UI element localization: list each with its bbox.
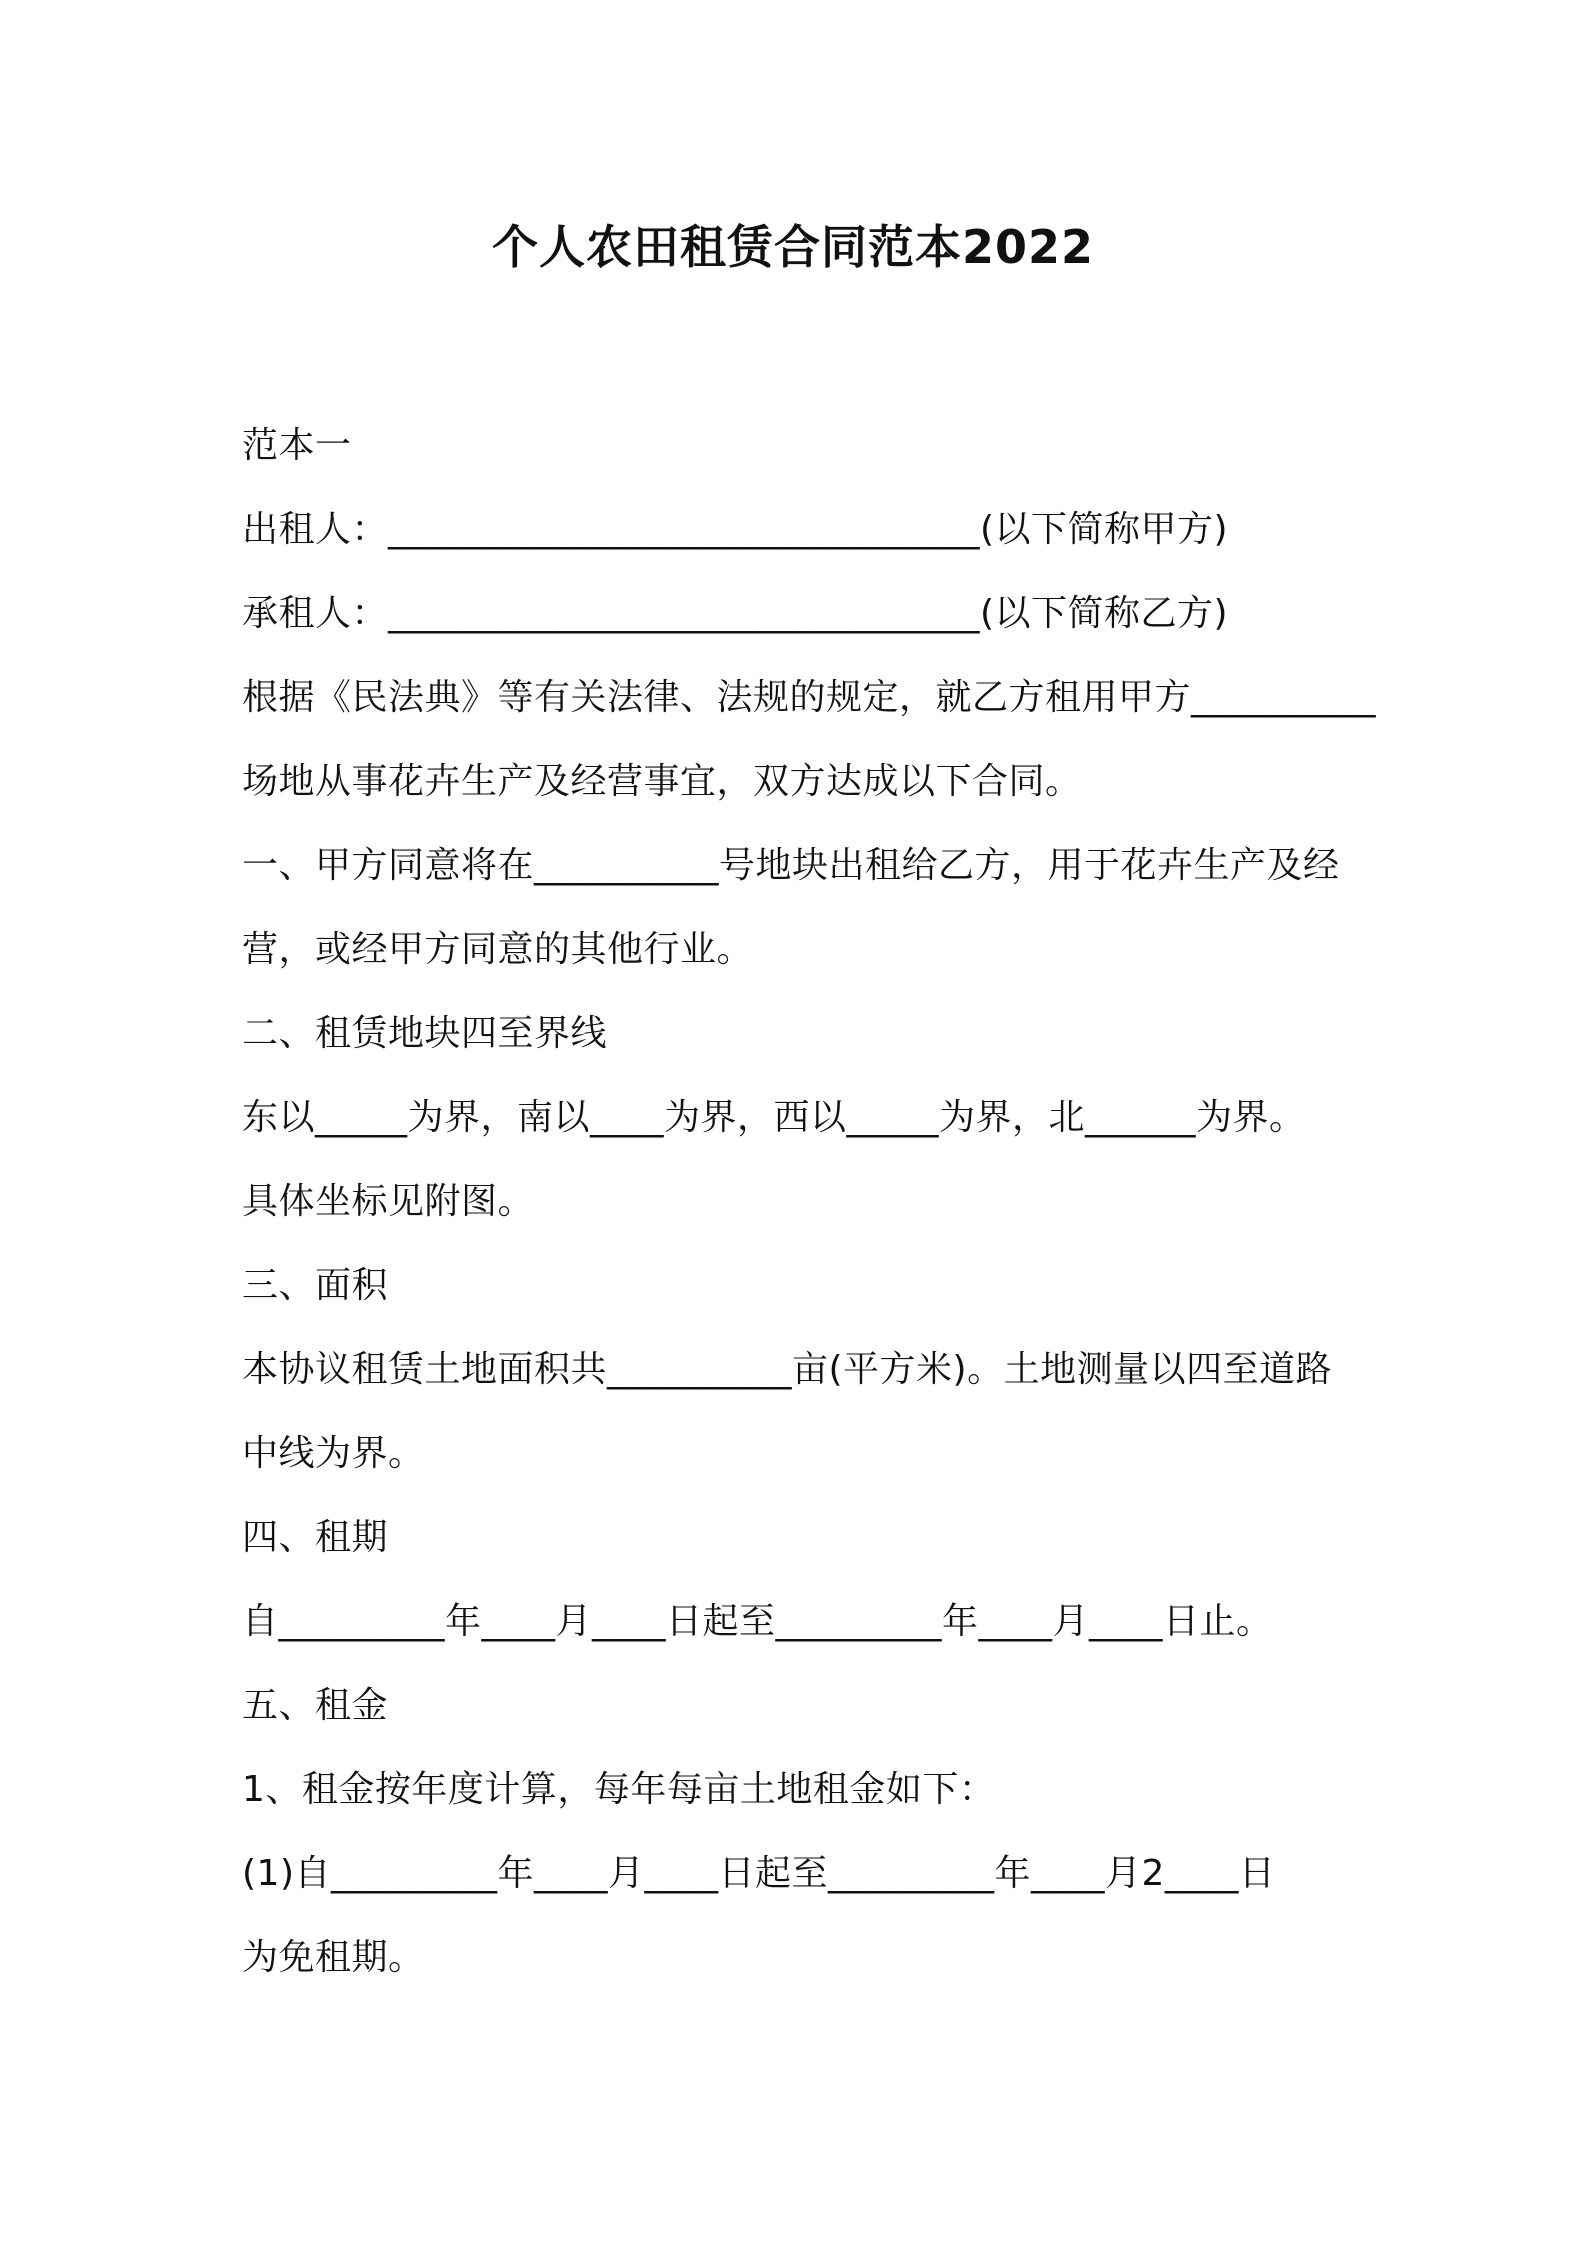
document-title: 个人农田租赁合同范本2022 [491, 220, 1095, 274]
clause-line: 为免租期。 [242, 1937, 425, 1978]
clause-heading: 三、面积 [242, 1265, 389, 1306]
document-body [242, 404, 1377, 2000]
clause-line: 本协议租赁土地面积共__________亩(平方米)。土地测量以四至道路 [242, 1349, 1333, 1390]
section-label: 范本一 [242, 425, 352, 466]
clause-heading: 四、租期 [242, 1517, 389, 1558]
clause-line: 东以_____为界，南以____为界，西以_____为界，北______为界。 [242, 1097, 1306, 1138]
paragraph-line: 场地从事花卉生产及经营事宜，双方达成以下合同。 [242, 761, 1082, 802]
lessee-line: 承租人：________________________________(以下简称乙方) [242, 593, 1229, 634]
clause-line: 1、租金按年度计算，每年每亩土地租金如下： [242, 1769, 996, 1810]
lessor-line: 出租人：________________________________(以下简称甲方) [242, 509, 1229, 550]
clause-heading: 二、租赁地块四至界线 [242, 1013, 608, 1054]
clause-line: 自_________年____月____日起至_________年____月____日止。 [242, 1601, 1273, 1642]
clause-line: 一、甲方同意将在__________号地块出租给乙方，用于花卉生产及经 [242, 845, 1340, 886]
clause-line: (1)自_________年____月____日起至_________年____月2____日 [242, 1853, 1276, 1894]
clause-line: 中线为界。 [242, 1433, 425, 1474]
clause-line: 营，或经甲方同意的其他行业。 [242, 929, 754, 970]
clause-heading: 五、租金 [242, 1685, 389, 1726]
clause-line: 具体坐标见附图。 [242, 1181, 535, 1222]
paragraph-line: 根据《民法典》等有关法律、法规的规定，就乙方租用甲方__________ [242, 677, 1377, 718]
